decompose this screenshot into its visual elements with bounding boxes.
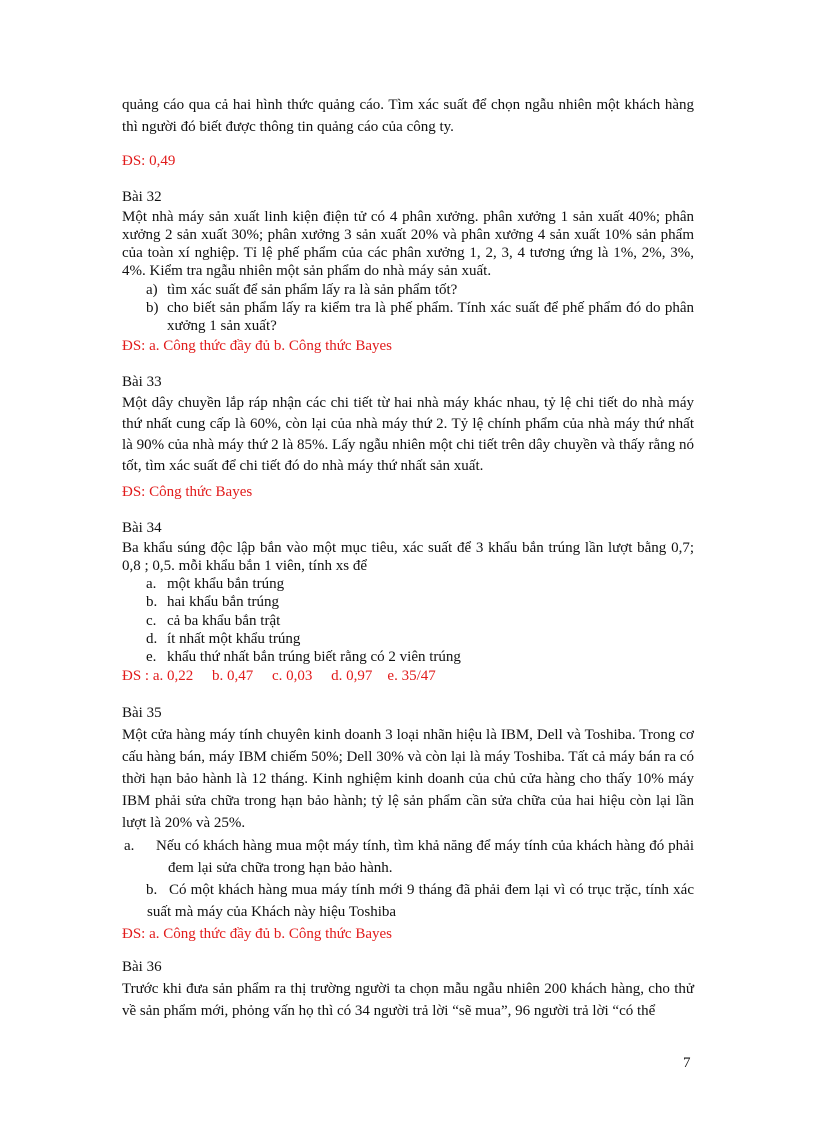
exercise-answer: ĐS: a. Công thức đầy đủ b. Công thức Bayes — [122, 926, 392, 943]
page-number: 7 — [683, 1055, 691, 1071]
exercise-answer: ĐS: a. Công thức đầy đủ b. Công thức Bayes — [122, 337, 392, 354]
list-item: b. Có một khách hàng mua máy tính mới 9 tháng đã phải đem lại vì có trục trặc, tính xác suất mà máy của Khách này hiệu Toshiba — [146, 881, 694, 921]
intro-answer: ĐS: 0,49 — [122, 153, 176, 169]
list-item: b. hai khẩu bắn trúng — [146, 594, 280, 611]
list-item: a) tìm xác suất để sản phẩm lấy ra là sản phẩm tốt? — [146, 281, 458, 298]
exercise-36 — [122, 957, 694, 1022]
list-item: c. cả ba khẩu bắn trật — [146, 612, 281, 629]
exercise-35 — [122, 703, 694, 946]
exercise-title: Bài 35 — [122, 705, 162, 721]
list-item: e. khẩu thứ nhất bắn trúng biết rằng có 2 viên trúng — [146, 649, 461, 666]
exercise-32 — [122, 187, 694, 356]
exercise-title: Bài 32 — [122, 189, 162, 205]
intro-paragraph — [122, 94, 694, 138]
exercise-title: Bài 36 — [122, 959, 162, 975]
list-item: d. ít nhất một khẩu trúng — [146, 630, 301, 647]
exercise-items — [122, 575, 694, 666]
exercise-items — [122, 835, 694, 924]
intro-text: quảng cáo qua cả hai hình thức quảng cáo. Tìm xác suất để chọn ngẫu nhiên một khách hàng thì người đó biết được thông tin quảng cáo của công ty. — [122, 97, 694, 136]
exercise-text: Ba khẩu súng độc lập bắn vào một mục tiêu, xác suất để 3 khẩu bắn trúng lần lượt bằng 0,7; 0,8 ; 0,5. mỗi khẩu bắn 1 viên, tính xs để — [122, 539, 694, 574]
exercise-title: Bài 34 — [122, 520, 162, 536]
exercise-text: Một dây chuyền lắp ráp nhận các chi tiết từ hai nhà máy khác nhau, tỷ lệ chi tiết do nhà máy thứ nhất cung cấp là 60%, còn lại của nhà máy thứ 2. Tỷ lệ chính phẩm của nhà máy thứ nhất là 90% của nhà máy thứ 2 là 85%. Lấy ngẫu nhiên một chi tiết trên dây chuyền và thấy rằng nó tốt, tìm xác suất để chi tiết đó do nhà máy thứ nhất sản xuất. — [122, 394, 694, 474]
exercise-items — [122, 281, 694, 336]
exercise-text: Trước khi đưa sản phẩm ra thị trường người ta chọn mẫu ngẫu nhiên 200 khách hàng, cho thử về sản phẩm mới, phỏng vấn họ thì có 34 người trả lời “sẽ mua”, 96 người trả lời “có thể — [122, 980, 694, 1019]
list-item: b) cho biết sản phẩm lấy ra kiểm tra là phế phẩm. Tính xác suất để phế phẩm đó do phân xưởng 1 sản xuất? — [146, 299, 694, 335]
exercise-34 — [122, 518, 694, 685]
exercise-title: Bài 33 — [122, 374, 162, 390]
list-item: a. một khẩu bắn trúng — [146, 576, 285, 593]
exercise-answer: ĐS : a. 0,22 b. 0,47 c. 0,03 d. 0,97 e. 35/47 — [122, 667, 436, 684]
exercise-33-answer: ĐS: Công thức Bayes — [122, 484, 253, 500]
exercise-text: Một cửa hàng máy tính chuyên kinh doanh 3 loại nhãn hiệu là IBM, Dell và Toshiba. Trong cơ cấu hàng bán, máy IBM chiếm 50%; Dell 30% và còn lại là máy Toshiba. Tất cả máy bán ra có thời hạn bảo hành là 12 tháng. Kinh nghiệm kinh doanh của chủ cửa hàng cho thấy 10% máy IBM phải sửa chữa trong hạn bảo hành; tỷ lệ sản phẩm cần sửa chữa của hai hiệu còn lại lần lượt là 20% và 25%. — [122, 726, 694, 832]
exercise-33 — [122, 372, 694, 477]
exercise-text: Một nhà máy sản xuất linh kiện điện tử có 4 phân xưởng. phân xưởng 1 sản xuất 40%; phân xưởng 2 sản xuất 30%; phân xưởng 3 sản xuất 20% và phân xưởng 4 sản xuất 10% sản phẩm của toàn xí nghiệp. Tỉ lệ phế phẩm của các phân xưởng 1, 2, 3, 4 tương ứng là 1%, 2%, 3%, 4%. Kiểm tra ngẫu nhiên một sản phẩm do nhà máy sản xuất. — [122, 208, 694, 280]
list-item: a. Nếu có khách hàng mua một máy tính, tìm khả năng để máy tính của khách hàng đó phải đem lại sửa chữa trong hạn bảo hành. — [124, 837, 694, 876]
